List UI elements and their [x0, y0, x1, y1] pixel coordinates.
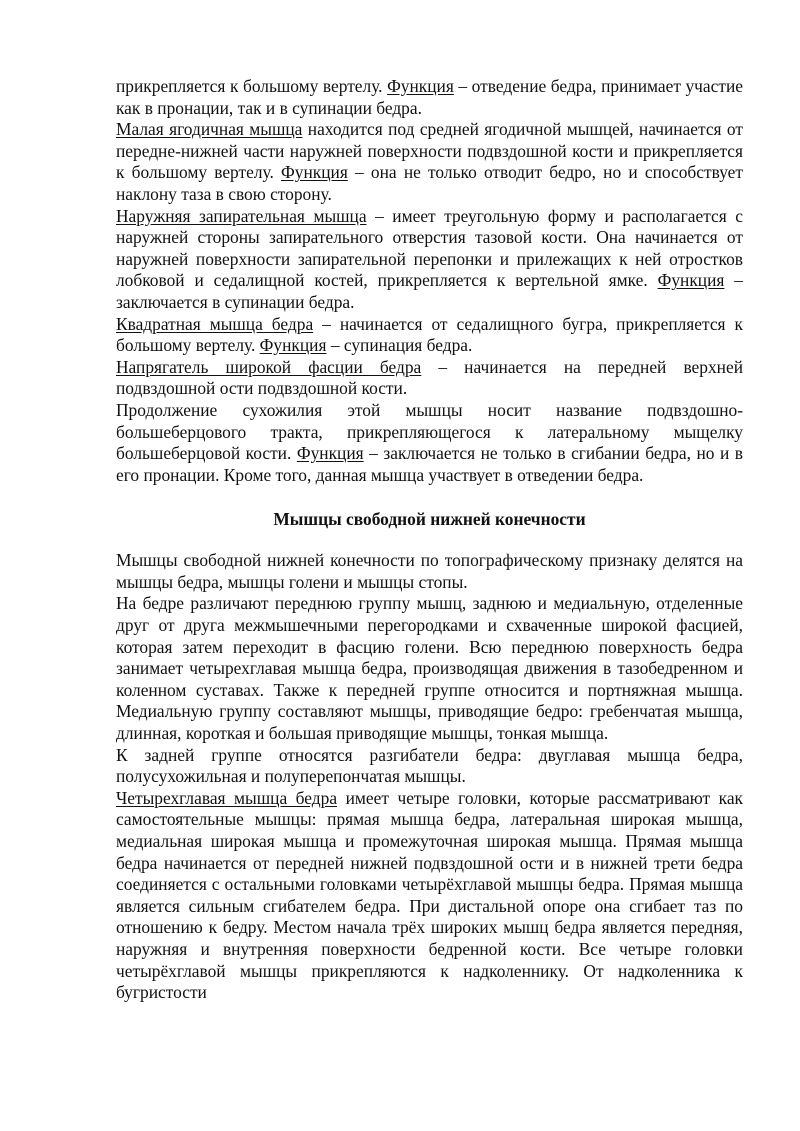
- section-heading: Мышцы свободной нижней конечности: [273, 509, 586, 530]
- document-page: [116, 76, 743, 1004]
- text-run: находится под средней ягодичной мышцей, начинается от передне-нижней части наружней поверхности подвздошной кости и прикрепляется к большому вертелу.: [116, 119, 743, 183]
- text-run: прикрепляется к большому вертелу.: [116, 76, 388, 96]
- text-run: – заключается в супинации бедра.: [116, 270, 743, 312]
- underlined-term: Малая ягодичная мышца: [116, 119, 303, 140]
- paragraph: [116, 357, 743, 400]
- underlined-term: Наружняя запирательная мышца: [116, 205, 367, 226]
- text-run: – отведение бедра, принимает участие как в пронации, так и в супинации бедра.: [116, 76, 743, 118]
- underlined-term: Функция: [296, 443, 364, 464]
- underlined-term: Функция: [657, 270, 725, 291]
- underlined-term: Функция: [387, 76, 454, 96]
- paragraph: [116, 745, 743, 788]
- text-run: Продолжение сухожилия этой мышцы носит название подвздошно-большеберцового тракта, прикрепляющегося к латеральному мыщелку большеберцовой кости.: [116, 399, 743, 464]
- text-run: имеет четыре головки, которые рассматривают как самостоятельные мышцы: прямая мышца бедра, латеральная широкая мышца, медиальная широкая мышца и промежуточная широкая мышца. Прямая мышца бедра начинается от передней нижней подвздошной ости и в нижней трети бедра соединяется с остальными головками четырёхглавой мышцы бедра. Прямая мышца является сильным сгибателем бедра. При дистальной опоре она сгибает таз по отношению к бедру. Местом начала трёх широких мышц бедра является передняя, наружняя и внутренняя поверхности бедренной кости. Все четыре головки четырёхглавой мышцы прикрепляются к надколеннику. От надколенника к бугристости: [116, 787, 744, 1003]
- text-run: На бедре различают переднюю группу мышц, заднюю и медиальную, отделенные друг от друга межмышечными перегородками и схваченные широкой фасцией, которая затем переходит в фасцию голени. Всю переднюю поверхность бедра занимает четырехглавая мышца бедра, производящая движения в тазобедренном и коленном суставах. Также к передней группе относится и портняжная мышца. Медиальную группу составляют мышцы, приводящие бедро: гребенчатая мышца, длинная, короткая и большая приводящие мышцы, тонкая мышца.: [116, 593, 743, 744]
- text-run: Мышцы свободной нижней конечности по топографическому признаку делятся на мышцы бедра, мышцы голени и мышцы стопы.: [116, 550, 743, 592]
- section-free-limb-muscles: [116, 550, 743, 1003]
- text-run: – имеет треугольную форму и располагается с наружней стороны запирательного отверстия тазовой кости. Она начинается от наружней поверхности запирательной перепонки и прилежащих к ней отростков лобковой и седалищной костей, прикрепляется к вертельной ямке.: [116, 205, 743, 291]
- paragraph: [116, 314, 743, 357]
- section-pelvic-muscles: [116, 76, 743, 486]
- paragraph: [116, 400, 743, 486]
- paragraph: [116, 788, 743, 1004]
- text-run: – заключается не только в сгибании бедра, но и в его пронации. Кроме того, данная мышца участвует в отведении бедра.: [116, 443, 743, 485]
- text-run: – начинается от седалищного бугра, прикрепляется к большому вертелу.: [116, 313, 743, 356]
- underlined-term: Напрягатель широкой фасции бедра: [116, 356, 422, 377]
- underlined-term: Функция: [259, 335, 327, 356]
- text-run: К задней группе относятся разгибатели бедра: двуглавая мышца бедра, полусухожильная и полуперепончатая мышцы.: [116, 744, 743, 787]
- text-run: – начинается на передней верхней подвздошной ости подвздошной кости.: [116, 356, 744, 399]
- underlined-term: Четырехглавая мышца бедра: [116, 787, 338, 808]
- paragraph: [116, 593, 743, 744]
- text-run: – супинация бедра.: [326, 335, 473, 356]
- underlined-term: Квадратная мышца бедра: [116, 313, 314, 334]
- paragraph: [116, 550, 743, 593]
- paragraph: [116, 206, 743, 314]
- underlined-term: Функция: [281, 162, 348, 183]
- paragraph: [116, 76, 743, 119]
- text-run: – она не только отводит бедро, но и способствует наклону таза в свою сторону.: [116, 162, 743, 204]
- paragraph: [116, 119, 743, 205]
